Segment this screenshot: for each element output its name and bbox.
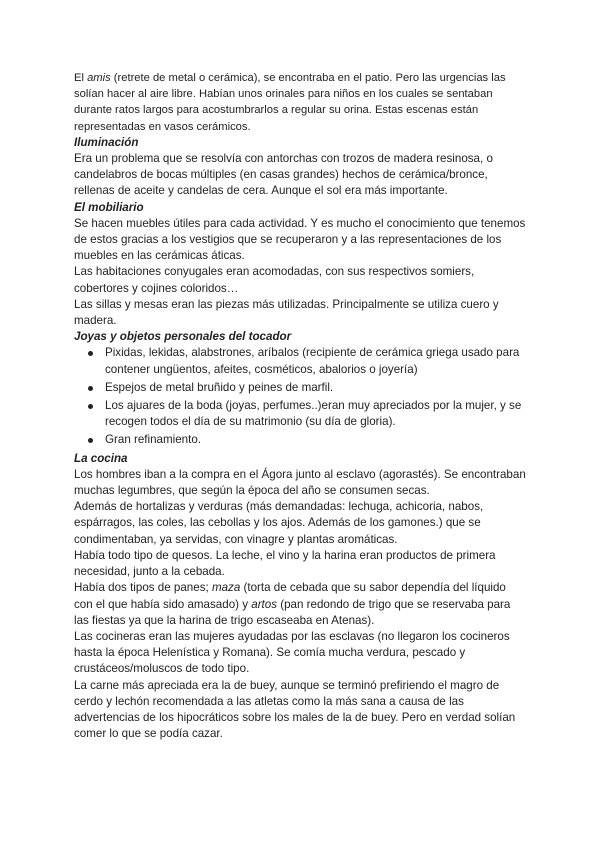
bullet-icon: [88, 438, 93, 443]
mobiliario-paragraph-1: Se hacen muebles útiles para cada actividad. Y es mucho el conocimiento que tenemos de estos gracias a los vestigios que se recuperaron y a las representaciones de los muebles en las cerámicas áticas.: [74, 216, 526, 263]
cocina-p4-text-a: Había dos tipos de panes;: [74, 581, 212, 595]
cocina-paragraph-5: Las cocineras eran las mujeres ayudadas por las esclavas (no llegaron los cocineros hasta la época Helenística y Romana). Se comía mucha verdura, pescado y crustáceos/moluscos de todo tipo.: [74, 629, 510, 676]
list-item-text: Los ajuares de la boda (joyas, perfumes..)eran muy apreciados por la mujer, y se recogen todos el día de su matrimonio (su día de gloria).: [105, 399, 522, 429]
list-item-text: Gran refinamiento.: [105, 433, 202, 447]
cocina-paragraph-6: La carne más apreciada era la de buey, aunque se terminó prefiriendo el magro de cerdo y lechón recomendada a las atletas como la más sana a causa de las advertencias de los hipocráticos sobre los males de la de buey. Pero en verdad solían comer lo que se podía cazar.: [74, 678, 516, 741]
heading-mobiliario: El mobiliario: [74, 200, 144, 214]
heading-joyas: Joyas y objetos personales del tocador: [74, 330, 292, 344]
list-item: [74, 432, 526, 448]
list-item-text: Espejos de metal bruñido y peines de marfil.: [105, 380, 334, 394]
cocina-p4-text-b: (torta de cebada que su sabor dependía del líquido con el que había sido amasado) y: [74, 581, 506, 611]
cocina-paragraph-1: Los hombres iban a la compra en el Ágora junto al esclavo (agorastés). Se encontraban muchas legumbres, que según la época del año se consumen secas.: [74, 467, 526, 498]
intro-text-start: El: [74, 72, 88, 84]
cocina-term-artos: artos: [251, 597, 278, 611]
cocina-paragraph-3: Había todo tipo de quesos. La leche, el vino y la harina eran productos de primera necesidad, junto a la cebada.: [74, 548, 496, 579]
heading-cocina: La cocina: [74, 451, 128, 465]
bullet-icon: [88, 404, 93, 409]
cocina-paragraph-2: Además de hortalizas y verduras (más demandadas: lechuga, achicoria, nabos, espárragos, las coles, las cebollas y los ajos. Además de los gamones.) que se condimentaban, ya servidas, con vinagre y plantas aromáticas.: [74, 500, 484, 546]
list-item-text: Pixidas, lekidas, alabstrones, aríbalos (recipiente de cerámica griega usado para contener ungüentos, afeites, cosméticos, abalorios o joyería): [105, 346, 520, 376]
mobiliario-paragraph-3: Las sillas y mesas eran las piezas más utilizadas. Principalmente se utiliza cuero y madera.: [74, 297, 499, 328]
cocina-term-maza: maza: [211, 581, 241, 595]
intro-paragraph: [74, 70, 526, 135]
cocina-p4-text-c: (pan redondo de trigo que se reservaba para las fiestas ya que la harina de trigo escaseaba en Atenas).: [74, 597, 511, 627]
mobiliario-paragraph-2: Las habitaciones conyugales eran acomodadas, con sus respectivos somiers, cobertores y cojines coloridos…: [74, 265, 475, 295]
bullet-icon: [88, 351, 93, 356]
list-item: [74, 345, 526, 377]
bullet-icon: [88, 386, 93, 391]
iluminacion-paragraph: Era un problema que se resolvía con antorchas con trozos de madera resinosa, o candelabros de bocas múltiples (en casas grandes) hechos de cerámica/bronce, rellenas de aceite y candelas de cera. Aunque el sol era más importante.: [74, 152, 493, 198]
intro-text-rest: (retrete de metal o cerámica), se encontraba en el patio. Pero las urgencias las solían hacer al aire libre. Habían unos orinales para niños en los cuales se sentaban durante ratos largos para acostumbrarlos a regular su orina. Estas escenas están representadas en vasos cerámicos.: [74, 72, 506, 133]
document-page: [74, 70, 526, 742]
list-item: [74, 380, 526, 396]
intro-term-amis: amis: [87, 72, 111, 84]
heading-iluminacion: Iluminación: [74, 135, 139, 149]
list-item: [74, 398, 526, 430]
joyas-list: [74, 345, 526, 448]
cocina-paragraph-4: [74, 580, 526, 629]
